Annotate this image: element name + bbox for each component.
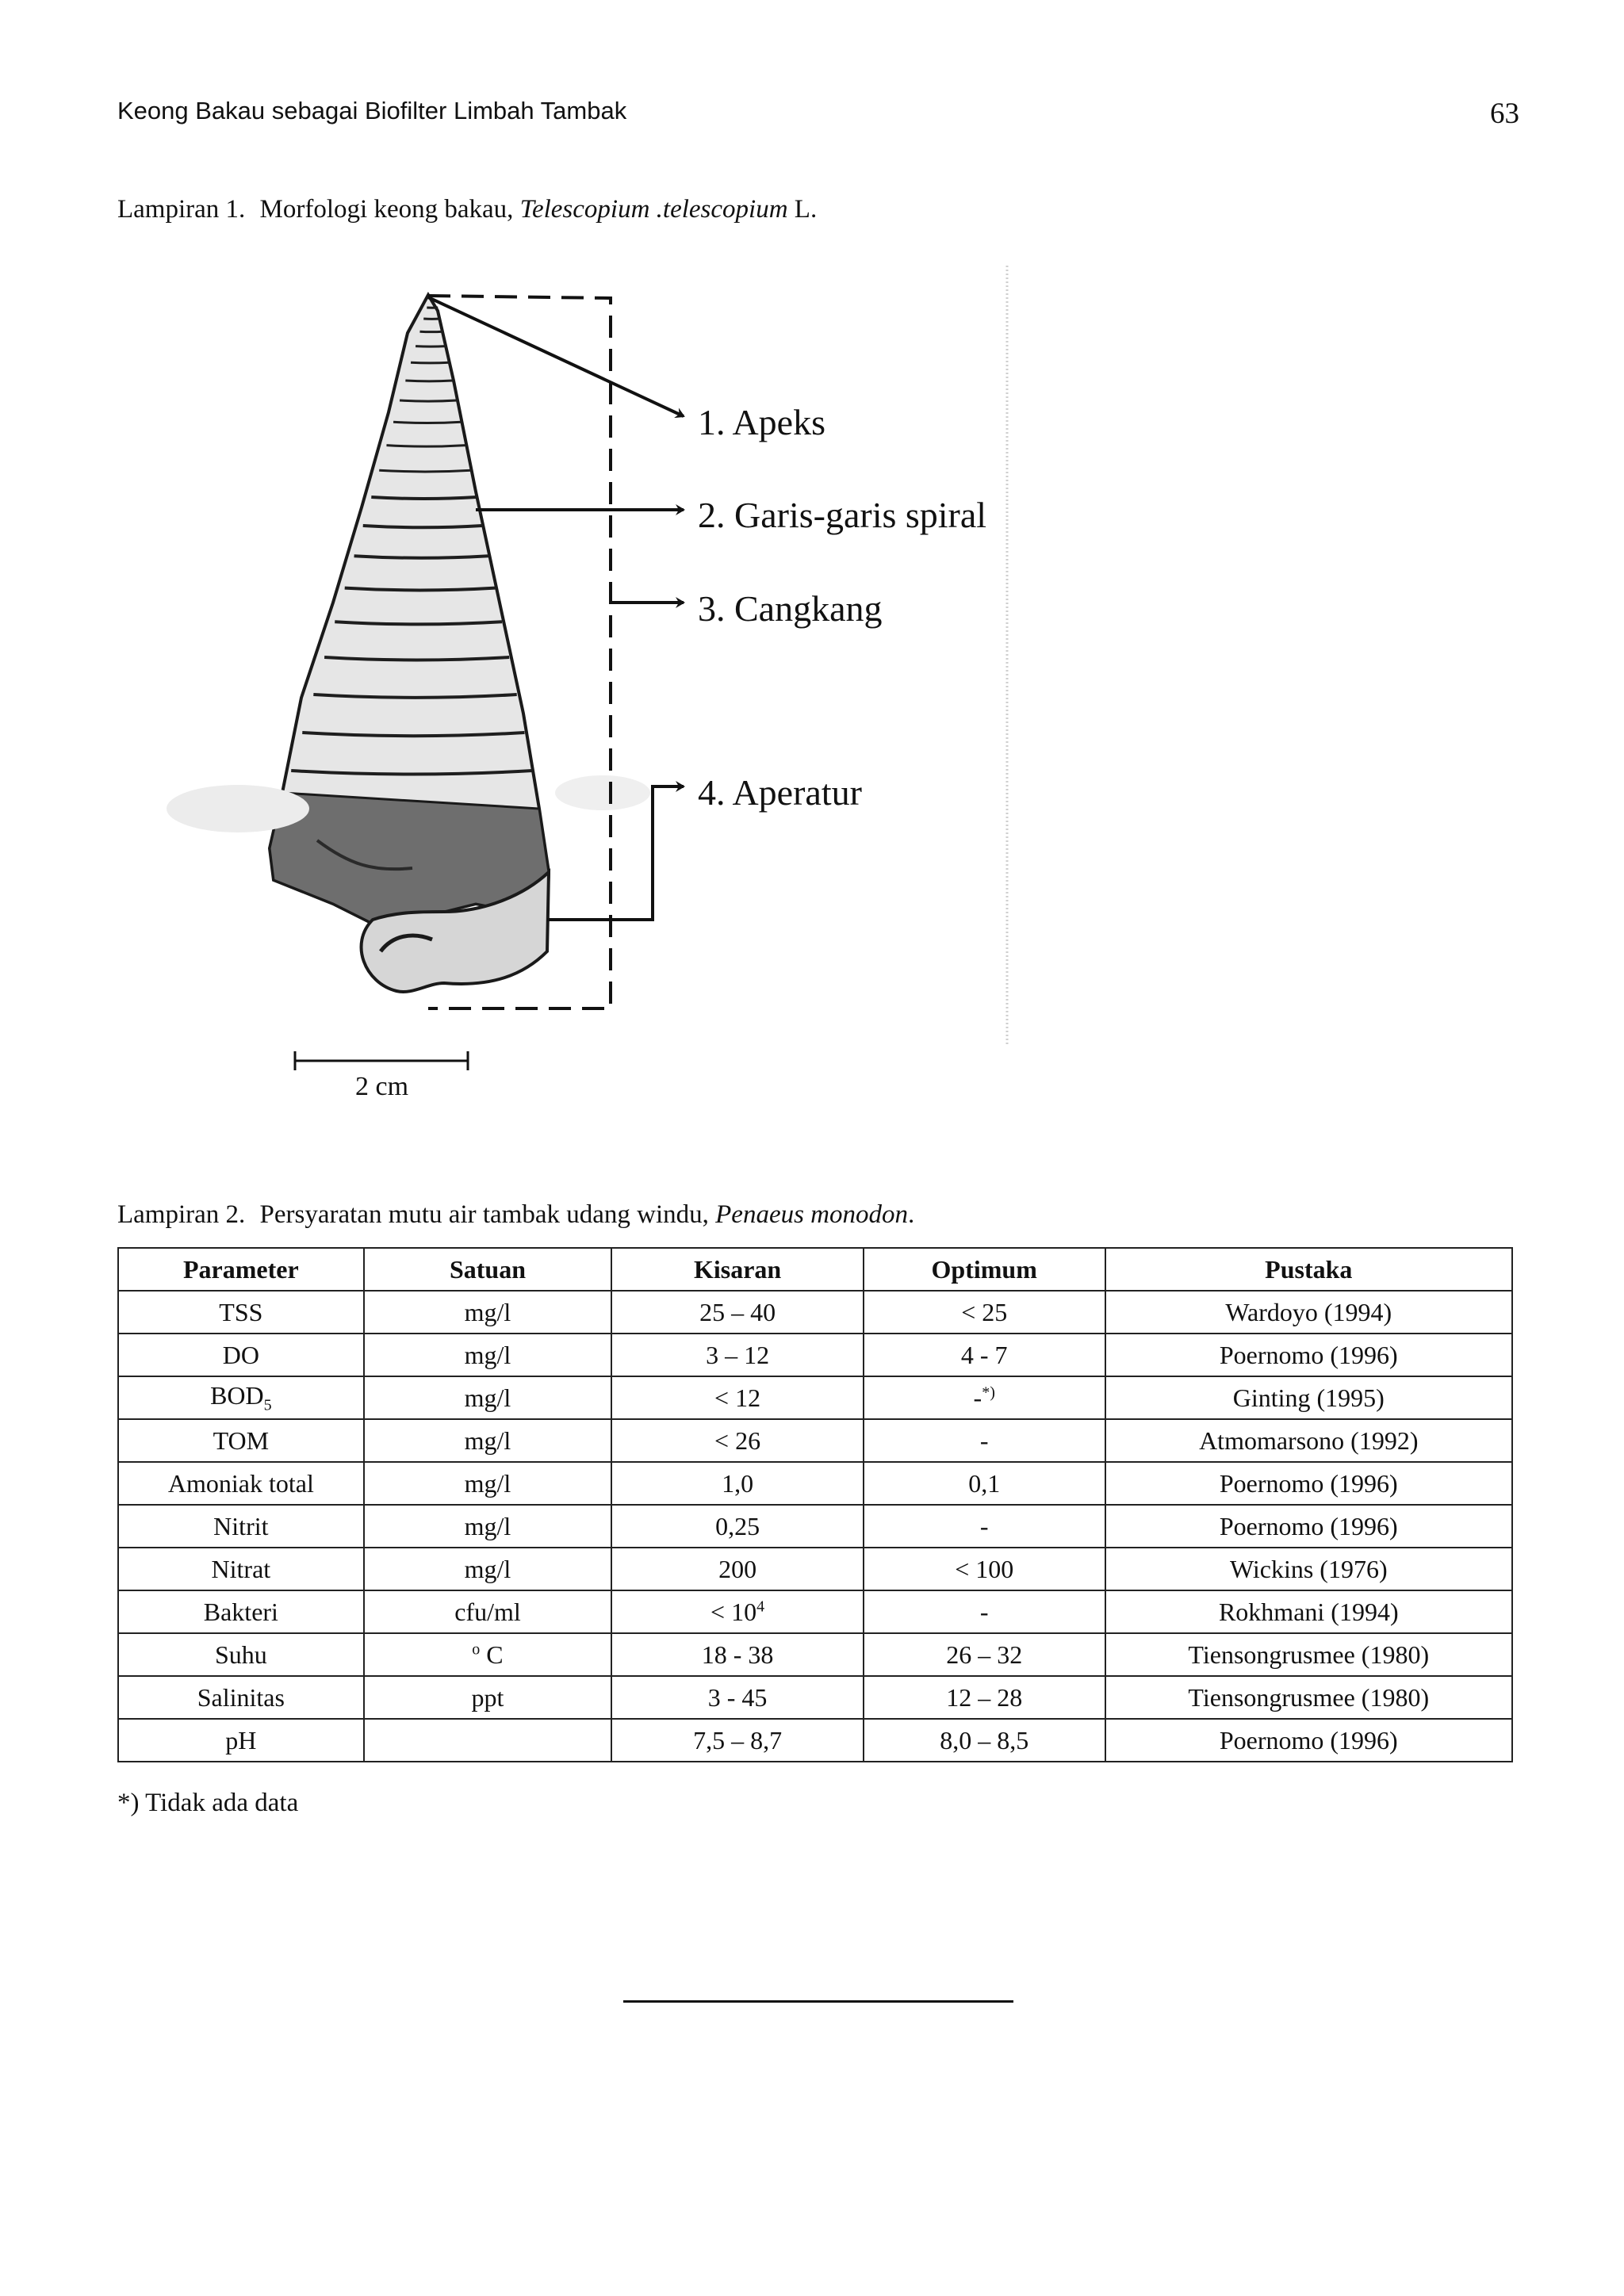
column-header-optimum: Optimum: [864, 1248, 1105, 1291]
snail-shell-illustration: [167, 295, 650, 992]
cell-kisaran: 25 – 40: [611, 1291, 864, 1334]
table-footnote: *) Tidak ada data: [117, 1789, 299, 1817]
cell-optimum: -: [864, 1419, 1105, 1462]
scale-bar-label: 2 cm: [355, 1072, 409, 1101]
cell-kisaran: 3 – 12: [611, 1334, 864, 1376]
cell-satuan: mg/l: [364, 1376, 612, 1419]
cell-optimum: 4 - 7: [864, 1334, 1105, 1376]
cell-pustaka: Wickins (1976): [1105, 1548, 1512, 1590]
cell-optimum: 8,0 – 8,5: [864, 1719, 1105, 1762]
cell-satuan: mg/l: [364, 1419, 612, 1462]
cell-pustaka: Poernomo (1996): [1105, 1505, 1512, 1548]
appendix1-text: Morfologi keong bakau,: [259, 195, 520, 224]
cell-pustaka: Poernomo (1996): [1105, 1334, 1512, 1376]
appendix2-label: Lampiran 2.: [117, 1200, 246, 1229]
end-rule: [623, 2000, 1013, 2003]
cell-parameter: Salinitas: [118, 1676, 364, 1719]
cell-pustaka: Poernomo (1996): [1105, 1719, 1512, 1762]
scale-bar: [295, 1051, 468, 1070]
footnote-marker: *): [982, 1383, 995, 1401]
running-header-title: Keong Bakau sebagai Biofilter Limbah Tambak: [117, 97, 627, 124]
table-row: [118, 1548, 1512, 1590]
cangkang-label: 3. Cangkang: [698, 588, 883, 629]
table-row: [118, 1719, 1512, 1762]
cell-pustaka: Atmomarsono (1992): [1105, 1419, 1512, 1462]
cell-satuan: cfu/ml: [364, 1590, 612, 1633]
cell-optimum: [864, 1376, 1105, 1419]
apeks-leader-line: [428, 297, 684, 416]
cell-kisaran: 7,5 – 8,7: [611, 1719, 864, 1762]
appendix2-species: Penaeus monodon: [715, 1200, 909, 1229]
spiral-line: [379, 470, 471, 472]
apeks-label: 1. Apeks: [698, 402, 825, 442]
water-quality-table: [117, 1247, 1513, 1762]
spiral-line: [411, 362, 449, 363]
degree-marker: o: [472, 1640, 481, 1658]
column-header-pustaka: Pustaka: [1105, 1248, 1512, 1291]
cell-optimum: < 100: [864, 1548, 1105, 1590]
cell-parameter: Amoniak total: [118, 1462, 364, 1505]
cell-pustaka: Ginting (1995): [1105, 1376, 1512, 1419]
cell-satuan: mg/l: [364, 1505, 612, 1548]
cell-pustaka: Tiensongrusmee (1980): [1105, 1676, 1512, 1719]
appendix1-text-end: L.: [787, 195, 818, 224]
appendix1-label: Lampiran 1.: [117, 195, 246, 224]
cell-kisaran: 18 - 38: [611, 1633, 864, 1676]
cell-kisaran: [611, 1590, 864, 1633]
cell-parameter: [118, 1376, 364, 1419]
satuan-text: C: [480, 1640, 504, 1669]
table-row: [118, 1291, 1512, 1334]
cell-optimum: -: [864, 1590, 1105, 1633]
snail-morphology-figure: [151, 262, 1023, 1118]
cell-satuan: [364, 1719, 612, 1762]
cell-parameter: TOM: [118, 1419, 364, 1462]
parameter-text: BOD: [210, 1380, 264, 1410]
cell-satuan: mg/l: [364, 1462, 612, 1505]
table-row: [118, 1334, 1512, 1376]
cell-satuan: [364, 1633, 612, 1676]
cell-kisaran: 3 - 45: [611, 1676, 864, 1719]
table-row: [118, 1676, 1512, 1719]
cell-optimum: 26 – 32: [864, 1633, 1105, 1676]
cell-pustaka: Wardoyo (1994): [1105, 1291, 1512, 1334]
column-header-satuan: Satuan: [364, 1248, 612, 1291]
page-number: 63: [1490, 98, 1519, 130]
spiral-line: [371, 497, 477, 499]
table-row: [118, 1633, 1512, 1676]
cell-parameter: DO: [118, 1334, 364, 1376]
cell-optimum: < 25: [864, 1291, 1105, 1334]
cell-parameter: pH: [118, 1719, 364, 1762]
column-header-parameter: Parameter: [118, 1248, 364, 1291]
appendix2-text: Persyaratan mutu air tambak udang windu,: [259, 1200, 716, 1229]
cell-parameter: Bakteri: [118, 1590, 364, 1633]
table-row: [118, 1505, 1512, 1548]
optimum-text: -: [973, 1383, 982, 1412]
cell-kisaran: 0,25: [611, 1505, 864, 1548]
cell-optimum: -: [864, 1505, 1105, 1548]
cell-parameter: Nitrit: [118, 1505, 364, 1548]
cell-satuan: ppt: [364, 1676, 612, 1719]
appendix2-caption: [117, 1200, 914, 1230]
exponent: 4: [756, 1597, 765, 1615]
cell-kisaran: < 12: [611, 1376, 864, 1419]
appendix1-species: Telescopium .telescopium: [519, 195, 788, 224]
table-row: [118, 1462, 1512, 1505]
cell-kisaran: 200: [611, 1548, 864, 1590]
cell-satuan: mg/l: [364, 1548, 612, 1590]
cell-pustaka: Poernomo (1996): [1105, 1462, 1512, 1505]
spiral-line: [393, 422, 462, 423]
table-header-row: [118, 1248, 1512, 1291]
cell-pustaka: Rokhmani (1994): [1105, 1590, 1512, 1633]
cell-parameter: Suhu: [118, 1633, 364, 1676]
spiral-lines-label: 2. Garis-garis spiral: [698, 495, 987, 535]
cell-parameter: TSS: [118, 1291, 364, 1334]
spiral-line: [386, 446, 465, 447]
cell-kisaran: < 26: [611, 1419, 864, 1462]
cell-parameter: Nitrat: [118, 1548, 364, 1590]
kisaran-text: < 10: [710, 1597, 757, 1626]
appendix1-caption: [117, 195, 817, 224]
cell-pustaka: Tiensongrusmee (1980): [1105, 1633, 1512, 1676]
table-row: [118, 1419, 1512, 1462]
cell-satuan: mg/l: [364, 1334, 612, 1376]
table-row: [118, 1376, 1512, 1419]
spiral-line: [416, 346, 446, 347]
parameter-subscript: 5: [263, 1396, 272, 1414]
cell-kisaran: 1,0: [611, 1462, 864, 1505]
spiral-line: [400, 400, 457, 401]
column-header-kisaran: Kisaran: [611, 1248, 864, 1291]
cell-optimum: 0,1: [864, 1462, 1105, 1505]
cell-satuan: mg/l: [364, 1291, 612, 1334]
table-row: [118, 1590, 1512, 1633]
appendix2-text-end: .: [908, 1200, 915, 1229]
spiral-line: [363, 526, 483, 527]
aperatur-label: 4. Aperatur: [698, 772, 862, 813]
cell-optimum: 12 – 28: [864, 1676, 1105, 1719]
